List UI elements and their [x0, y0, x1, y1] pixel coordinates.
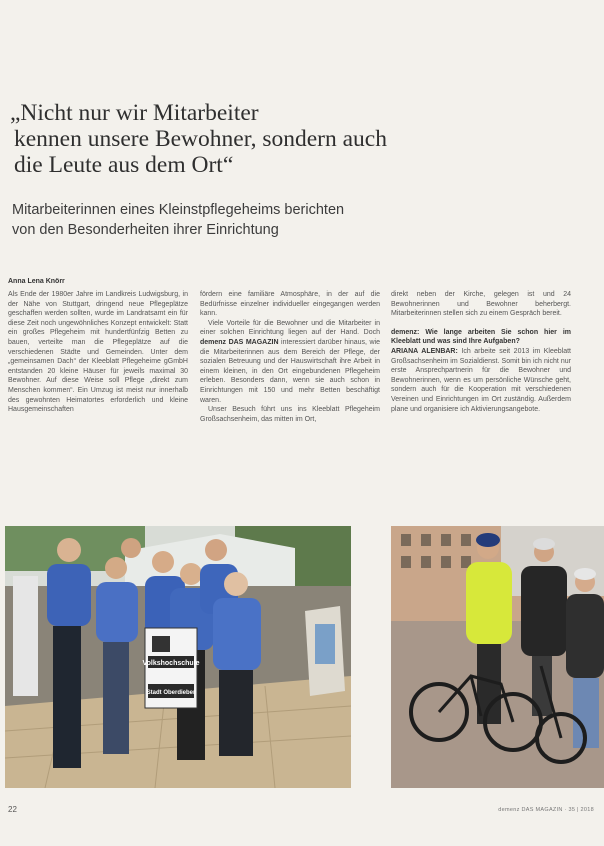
text-column-3: [391, 290, 571, 414]
headline-line-3: die Leute aus dem Ort“: [14, 152, 234, 178]
text-column-1: [8, 290, 188, 415]
column-2-paragraph-2: [200, 319, 380, 405]
column-2-text-a: Viele Vorteile für die Bewohner und die Mitarbeiter in einer solchen Einrichtung liegen auf der Hand. Doch: [200, 319, 380, 337]
headline-line-2: kennen unsere Bewohner, sondern auch: [14, 126, 387, 152]
cyclists-photo: [391, 526, 604, 788]
question-text: demenz: Wie lange arbeiten Sie schon hier im Kleeblatt und was sind Ihre Aufgaben?: [391, 328, 571, 346]
text-column-2: [200, 290, 380, 424]
subtitle-line-1: Mitarbeiterinnen eines Kleinstpflegeheims berichten: [12, 202, 345, 218]
page-number: 22: [8, 805, 17, 814]
interview-answer: [391, 347, 571, 414]
article-subtitle: [12, 200, 572, 240]
interview-question: [391, 328, 571, 347]
column-2-paragraph-3: Unser Besuch führt uns ins Kleeblatt Pflegeheim Großsachsenheim, das mitten im Ort,: [200, 406, 380, 423]
answer-speaker: ARIANA ALENBAR:: [391, 347, 458, 355]
group-photo-illustration: [5, 526, 351, 788]
column-1-paragraph: Als Ende der 1980er Jahre im Landkreis Ludwigsburg, in der Nähe von Stuttgart, dringend neue Pflegeplätze geschaffen werden sollten, wurde im Landratsamt ein für diese Zeit noch ungewöhnliches Konzept entwickelt: Statt ein großes Pflegeheim mit hundertfünfzig Betten zu bauen, verteilte man die Pflegeplätze auf die verschiedenen Städte und Gemeinden. Unter dem „gemeinsamen Dach“ der Kleeblatt Pflegeheime gGmbH entstanden 20 kleine Häuser für jeweils maximal 30 Bewohner. Auf diese Weise soll Pflege „direkt zum Menschen kommen“. Ein Umzug ist meist nur innerhalb des gewohnten Heimatortes erforderlich und kleine Hausgemeinschaften: [8, 291, 188, 414]
author-byline: Anna Lena Knörr: [8, 278, 65, 285]
cyclists-photo-illustration: [391, 526, 604, 788]
magazine-footer: demenz DAS MAGAZIN · 35 | 2018: [498, 807, 594, 813]
subtitle-line-2: von den Besonderheiten ihrer Einrichtung: [12, 222, 279, 238]
column-2-text-b: interessiert darüber hinaus, wie die Mitarbeiterinnen aus dem Bereich der Pflege, der sozialen Betreuung und der Hauswirtschaft ihre Arbeit in einem kleinen, in den Ort eingebundenen Pflegeheim erleben. Besonders dann, wenn sie auch schon in Einrichtungen mit 150 und mehr Betten beschäftigt waren.: [200, 338, 380, 404]
group-photo: [5, 526, 351, 788]
column-3-paragraph-1: direkt neben der Kirche, gelegen ist und 24 Bewohnerinnen und Bewohner beherbergt. Mitarbeiterinnen stellen sich zu einem Gespräch bereit.: [391, 291, 571, 318]
headline-line-1: „Nicht nur wir Mitarbeiter: [10, 100, 259, 126]
answer-text: Ich arbeite seit 2013 im Kleeblatt Großsachsenheim im Sozialdienst. Somit bin ich nicht nur erste Ansprechpartnerin für die Bewohner und Bewohnerinnen, wenn es um persönliche Wünsche geht, sondern auch für die Kooperation mit verschiedenen Vereinen und Einrichtungen im Ort zuständig. Außerdem plane und organisiere ich Aktivierungsangebote.: [391, 347, 571, 413]
sign-label-bottom: Stadt Oberdieber: [146, 690, 196, 696]
magazine-name: demenz DAS MAGAZIN: [200, 338, 279, 346]
sign-label-top: Volkshochschule: [142, 660, 200, 667]
column-2-paragraph-1: fördern eine familiäre Atmosphäre, in der auf die Bedürfnisse einzelner individueller eingegangen werden kann.: [200, 291, 380, 318]
article-headline: [10, 100, 570, 178]
